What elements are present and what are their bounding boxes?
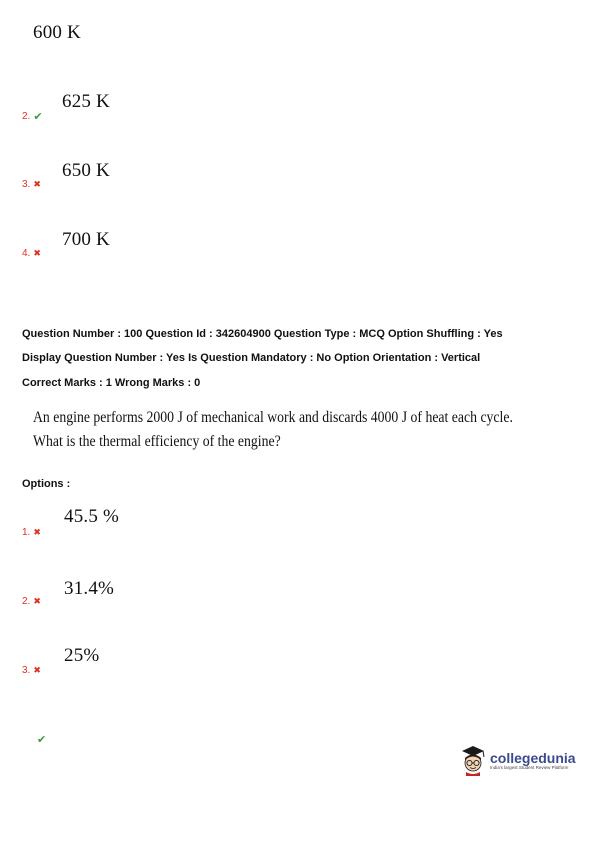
- option-1-text: 45.5 %: [64, 506, 120, 527]
- option-1-index: 1.: [22, 527, 31, 538]
- logo-tagline: India's largest Student Review Platform: [490, 765, 569, 770]
- option-2-number: [22, 596, 41, 607]
- option-3-text: 25%: [64, 645, 100, 666]
- logo-wordmark: collegedunia: [490, 750, 576, 766]
- option-3-number: [22, 665, 41, 676]
- question-meta-line-2: Display Question Number : Yes Is Question Mandatory : No Option Orientation : Vertical: [22, 352, 481, 364]
- prev-option-4-index: 4.: [22, 248, 31, 259]
- question-line-1: An engine performs 2000 J of mechanical work and discards 4000 J of heat each cycle.: [33, 409, 513, 426]
- option-4-number: [34, 733, 46, 746]
- collegedunia-logo: [459, 745, 576, 777]
- prev-option-1-text: 600 K: [33, 22, 81, 43]
- prev-option-2-text: 625 K: [62, 91, 110, 112]
- question-meta-line-3: Correct Marks : 1 Wrong Marks : 0: [22, 377, 201, 389]
- mascot-icon: [459, 745, 487, 777]
- question-text: [33, 406, 513, 454]
- question-meta-line-1: Question Number : 100 Question Id : 342604900 Question Type : MCQ Option Shuffling : Yes: [22, 328, 503, 340]
- option-2-index: 2.: [22, 596, 31, 607]
- cross-icon: ✖: [33, 596, 41, 606]
- cross-icon: ✖: [33, 527, 41, 537]
- prev-option-3-index: 3.: [22, 179, 31, 190]
- prev-option-3-number: [22, 179, 41, 190]
- option-2-text: 31.4%: [64, 578, 115, 599]
- check-icon: ✔: [37, 734, 47, 746]
- prev-option-3-text: 650 K: [62, 160, 110, 181]
- cross-icon: ✖: [33, 179, 41, 189]
- cross-icon: ✖: [33, 248, 41, 258]
- check-icon: ✔: [33, 111, 43, 123]
- option-3-index: 3.: [22, 665, 31, 676]
- options-label: Options :: [22, 478, 71, 490]
- cross-icon: ✖: [33, 665, 41, 675]
- prev-option-4-text: 700 K: [62, 229, 110, 250]
- question-line-2: What is the thermal efficiency of the engine?: [33, 433, 281, 450]
- option-1-number: [22, 527, 41, 538]
- prev-option-4-number: [22, 248, 41, 259]
- prev-option-2-index: 2.: [22, 111, 31, 122]
- prev-option-2-number: [22, 110, 43, 123]
